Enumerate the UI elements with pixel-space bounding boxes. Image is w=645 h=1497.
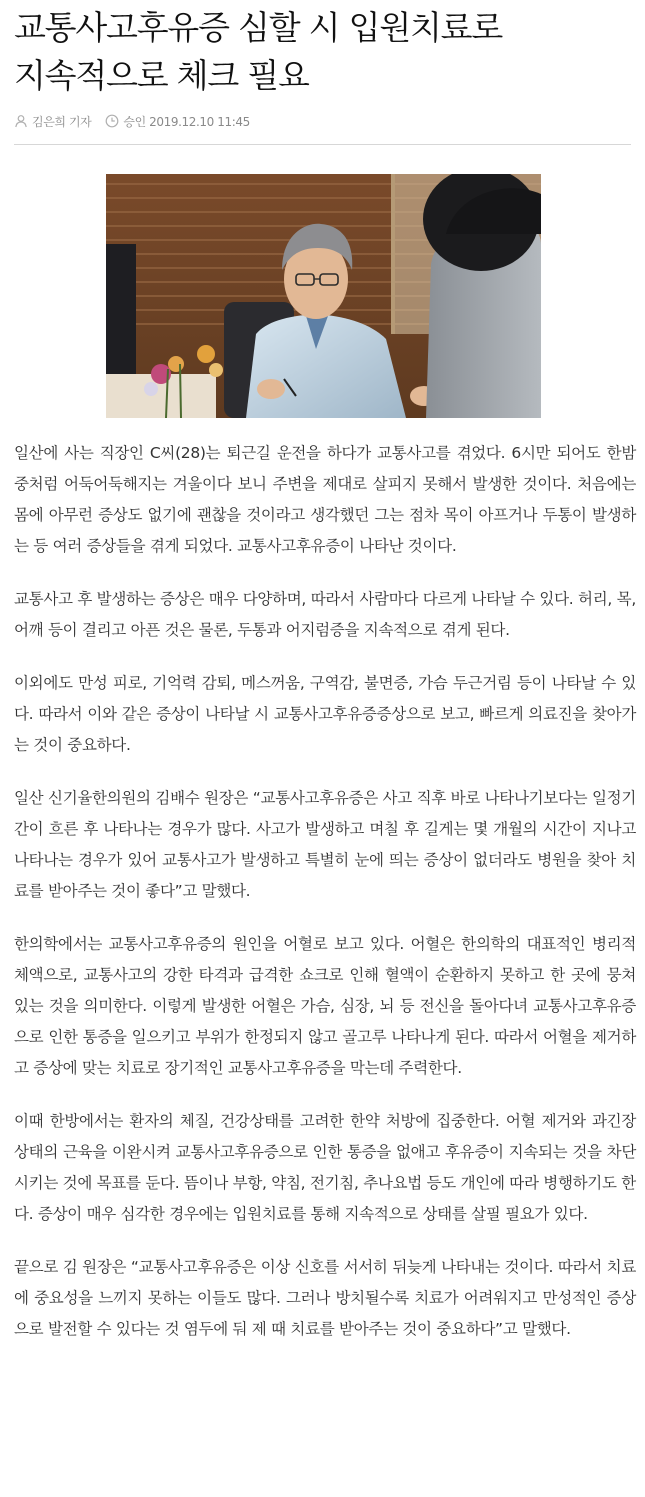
article-paragraph: 일산 신기율한의원의 김배수 원장은 “교통사고후유증은 사고 직후 바로 나타나기보다는 일정기간이 흐른 후 나타나는 경우가 많다. 사고가 발생하고 며칠 후 길게는 몇 개월의 시간이 지나고 나타나는 경우가 있어 교통사고가 발생하고 특별히 눈에 띄는 증상이 없더라도 병원을 찾아 치료를 받아주는 것이 좋다”고 말했다. <box>14 789 636 900</box>
article-paragraph: 교통사고 후 발생하는 증상은 매우 다양하며, 따라서 사람마다 다르게 나타날 수 있다. 허리, 목, 어깨 등이 결리고 아픈 것은 물론, 두통과 어지럼증을 지속적으로 겪게 된다. <box>14 590 636 639</box>
publish-date: 승인 2019.12.10 11:45 <box>123 114 250 129</box>
article-paragraph: 한의학에서는 교통사고후유증의 원인을 어혈로 보고 있다. 어혈은 한의학의 대표적인 병리적 체액으로, 교통사고의 강한 타격과 급격한 쇼크로 인해 혈액이 순환하지 못하고 한 곳에 뭉쳐 있는 것을 의미한다. 이렇게 발생한 어혈은 가슴, 심장, 뇌 등 전신을 돌아다녀 교통사고후유증으로 인한 통증을 일으키고 부위가 한정되지 않고 골고루 나타나게 된다. 따라서 어혈을 제거하고 증상에 맞는 치료로 장기적인 교통사고후유증을 막는데 주력한다. <box>14 935 636 1077</box>
article-headline: 교통사고후유증 심할 시 입원치료로 지속적으로 체크 필요 <box>14 8 503 95</box>
article-paragraph: 끝으로 김 원장은 “교통사고후유증은 이상 신호를 서서히 뒤늦게 나타내는 것이다. 따라서 치료에 중요성을 느끼지 못하는 이들도 많다. 그러나 방치될수록 치료가 어려워지고 만성적인 증상으로 발전할 수 있다는 것 염두에 둬 제 때 치료를 받아주는 것이 중요하다”고 말했다. <box>14 1258 636 1338</box>
article-meta <box>14 110 264 132</box>
author-info <box>14 113 91 130</box>
article-paragraph: 이외에도 만성 피로, 기억력 감퇴, 메스꺼움, 구역감, 불면증, 가슴 두근거림 등이 나타날 수 있다. 따라서 이와 같은 증상이 나타날 시 교통사고후유증증상으로 보고, 빠르게 의료진을 찾아가는 것이 중요하다. <box>14 674 636 754</box>
author-name[interactable]: 김은희 기자 <box>32 114 92 129</box>
article-paragraph: 이때 한방에서는 환자의 체질, 건강상태를 고려한 한약 처방에 집중한다. 어혈 제거와 과긴장 상태의 근육을 이완시켜 교통사고후유증으로 인한 통증을 없애고 후유증이 지속되는 것을 차단시키는 것에 목표를 둔다. 뜸이나 부항, 약침, 전기침, 추나요법 등도 개인에 따라 병행하기도 한다. 증상이 매우 심각한 경우에는 입원치료를 통해 지속적으로 상태를 살필 필요가 있다. <box>14 1112 636 1223</box>
publish-info <box>105 113 250 130</box>
article-paragraph: 일산에 사는 직장인 C씨(28)는 퇴근길 운전을 하다가 교통사고를 겪었다. 6시만 되어도 한밤 중처럼 어둑어둑해지는 겨울이다 보니 주변을 제대로 살피지 못해서 발생한 것이다. 처음에는 몸에 아무런 증상도 없기에 괜찮을 것이라고 생각했던 그는 점차 목이 아프거나 두통이 발생하는 등 여러 증상들을 겪게 되었다. 교통사고후유증이 나타난 것이다. <box>14 444 636 555</box>
article-body <box>14 438 636 1367</box>
clock-icon <box>105 114 119 128</box>
header-divider <box>14 144 631 145</box>
article-photo <box>106 174 541 418</box>
person-icon <box>14 114 28 128</box>
